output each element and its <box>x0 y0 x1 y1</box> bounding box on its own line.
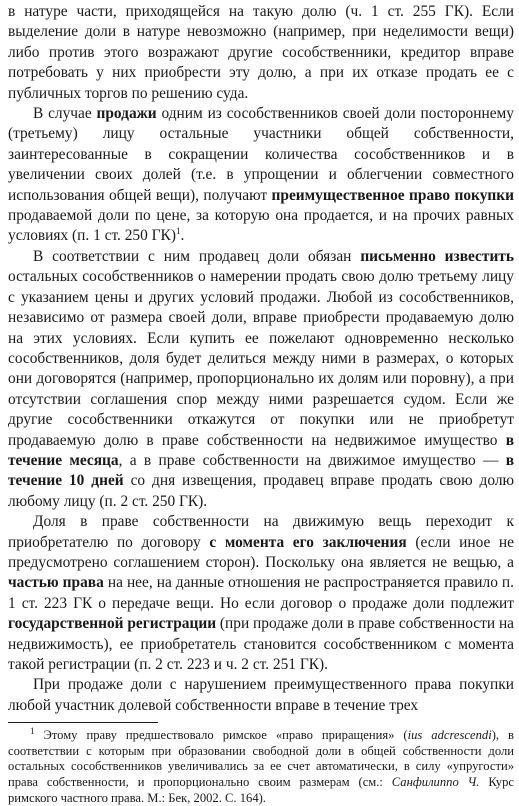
footnote-author: Санфилиппо Ч. <box>391 775 480 789</box>
footnote <box>8 728 514 806</box>
term-preemptive-right: преимущественное право покупки <box>271 186 514 204</box>
term-sale: продажи <box>96 105 157 123</box>
paragraph-4-text: на нее, на данные отношения не распространяется правило п. 1 ст. 223 ГК о передаче вещи. Но если договор о продаже доли подлежит <box>8 574 514 612</box>
footnote-number: 1 <box>30 726 35 737</box>
document-page <box>8 2 514 806</box>
footnote-text: Курс римского частного права. М.: Бек, 2002. С. 164). <box>8 775 514 805</box>
footnote-text: Этому праву предшествовало римское «право приращения» ( <box>34 728 408 743</box>
term-moment-of-conclusion: с момента его заключения <box>209 533 407 551</box>
footnote-divider <box>8 722 158 723</box>
paragraph-1-text: в натуре части, приходящейся на такую долю (ч. 1 ст. 255 ГК). Если выделение доли в натуре невозможно (например, при неделимости вещи) либо против этого возражают другие сособственники, кредитор вправе потребовать у них приобрести эту долю, а при их отказе продать ее с публичных торгов по решению суда. <box>8 3 514 102</box>
paragraph-3-text: со дня извещения, продавец вправе продать свою долю любому лицу (п. 2 ст. 250 ГК). <box>8 472 514 510</box>
paragraph-3-text: , а в праве собственности на движимое имущество — <box>118 451 506 469</box>
paragraph-4-text: (если иное не предусмотрено соглашением сторон). Поскольку она является не вещью, а <box>8 533 514 571</box>
term-written-notice: письменно известить <box>360 247 515 265</box>
paragraph-5-text: При продаже доли с нарушением преимущественного права покупки любой участник долевой собственности вправе в течение трех <box>8 676 514 714</box>
paragraph-2-text: продаваемой доли по цене, за которую она продается, и на прочих равных условиях (п. 1 ст. 250 ГК) <box>8 207 514 245</box>
paragraph-4-text: Доля в праве собственности на движимую вещь переходит к приобретателю по договору <box>8 513 514 551</box>
paragraph-2-text: . <box>180 227 185 245</box>
footnote-latin-term: ius adcrescendi <box>407 728 492 743</box>
term-state-registration: государственной регистрации <box>8 615 217 633</box>
main-text <box>8 2 514 716</box>
term-within-month: в течение месяца <box>8 431 514 469</box>
paragraph-1 <box>8 2 514 104</box>
paragraph-3-text: остальных сособственников о намерении продать свою долю третьему лицу с указанием цены и других условий продажи. Любой из сособственников, независимо от размера своей доли, вправе приобрести продаваемую долю на этих условиях. Если купить ее пожелают одновременно несколько сособственников, доля будет делиться между ними в размерах, о которых они договорятся (например, пропорционально их долям или поровну), а при отсутствии соглашения спор между ними разрешается судом. Если же другие сособственники откажутся от покупки или не приобретут продаваемую долю в праве собственности на недвижимое имущество <box>8 268 514 449</box>
footnote-ref[interactable]: 1 <box>175 226 181 237</box>
term-within-10-days: в течение 10 дней <box>8 451 514 490</box>
paragraph-3 <box>8 247 514 512</box>
paragraph-5 <box>8 675 514 716</box>
footnote-text: ), в соответствии с которым при образовании свободной доли в общей собственности доли остальных сособственников увеличивались за ее счет автоматически, в силу «упругости» права собственности, и пропорционально своим размерам (см.: <box>8 728 514 789</box>
paragraph-2-text: В случае <box>33 105 97 123</box>
paragraph-4-text: (при продаже доли в праве собственности на недвижимость), ее приобретатель становится сособственником с момента такой регистрации (п. 2 ст. 223 и ч. 2 ст. 251 ГК). <box>8 615 515 673</box>
paragraph-3-text: В соответствии с ним продавец доли обязан <box>33 247 361 265</box>
paragraph-4 <box>8 512 514 675</box>
term-part-of-right: частью права <box>8 574 104 592</box>
paragraph-2 <box>8 104 514 247</box>
paragraph-2-text: одним из сособственников своей доли постороннему (третьему) лицу остальные участники общей собственности, заинтересованные в сокращении количества сособственников и в увеличении своих долей (т.е. в упрощении и облегчении совместного использования общей вещи), получают <box>8 105 514 204</box>
